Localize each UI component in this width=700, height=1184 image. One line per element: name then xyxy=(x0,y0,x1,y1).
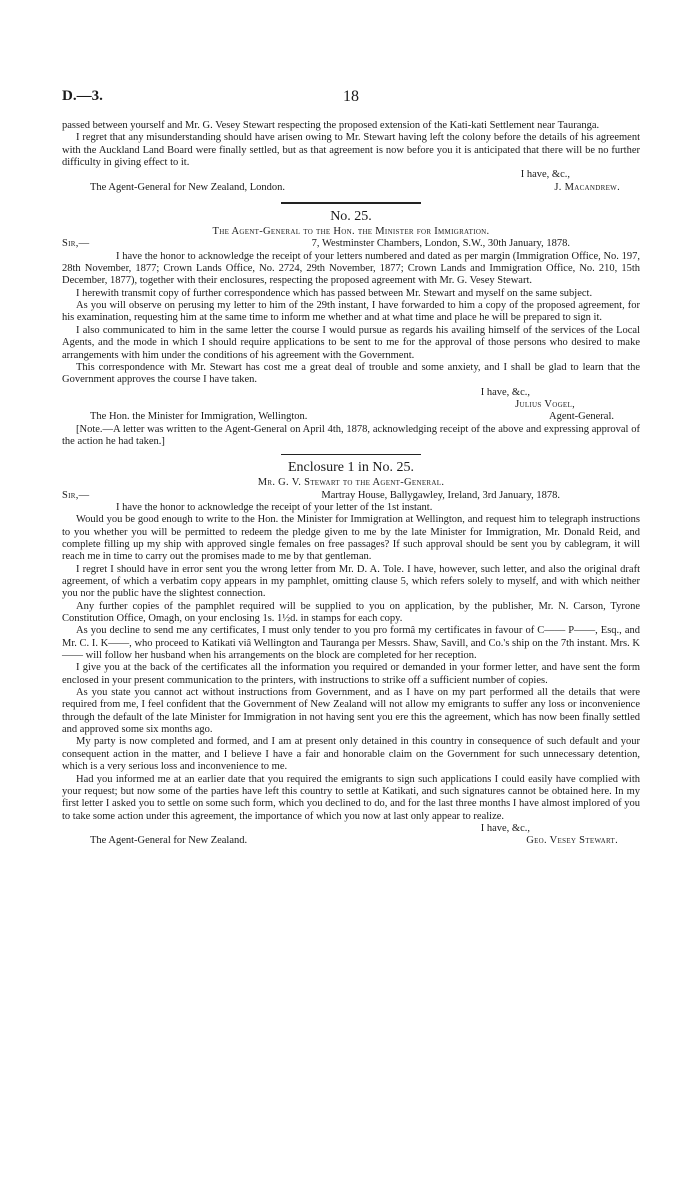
letter-heading: The Agent-General to the Hon. the Minister for Immigration. xyxy=(212,226,490,238)
signature: Julius Vogel, xyxy=(515,398,575,410)
signature: Geo. Vesey Stewart. xyxy=(526,835,618,847)
page-header xyxy=(62,88,640,108)
letter-heading: Mr. G. V. Stewart to the Agent-General. xyxy=(257,477,445,489)
sender-address: Martray House, Ballygawley, Ireland, 3rd January, 1878. xyxy=(321,489,560,501)
addressee: The Agent-General for New Zealand. xyxy=(90,835,248,847)
letter-number: No. 25. xyxy=(330,209,372,225)
enclosure-title: Enclosure 1 in No. 25. xyxy=(288,460,414,476)
paragraph: I give you at the back of the certificates all the information you required or demanded in your former letter, and have sent the form enclosed in your present communication to the printers, with instructions to strike off a sufficient number of copies. xyxy=(62,662,640,686)
signature-row xyxy=(62,182,640,194)
page-number: 18 xyxy=(343,88,359,105)
document-body xyxy=(62,120,640,848)
paragraph: I have the honor to acknowledge the receipt of your letter of the 1st instant. xyxy=(116,501,433,513)
closing: I have, &c., xyxy=(520,169,570,181)
signature-row xyxy=(62,411,640,423)
addressee: The Hon. the Minister for Immigration, Wellington. xyxy=(90,411,308,423)
section-divider xyxy=(281,454,421,455)
salutation: Sir,— xyxy=(62,489,90,501)
signature: J. Macandrew. xyxy=(554,181,620,193)
salutation-row xyxy=(62,490,640,502)
paragraph: As you will observe on perusing my letter to him of the 29th instant, I have forwarded to him a copy of the proposed agreement, for his examination, requesting him at the same time to inform me whether and at what time and place he will be prepared to sign it. xyxy=(62,300,640,324)
salutation-row xyxy=(62,238,640,250)
paragraph: I regret that any misunderstanding should have arisen owing to Mr. Stewart having left the colony before the details of his agreement with the Auckland Land Board were finally settled, but as that agreement is now before you it is anticipated that there will be no further difficulty in giving effect to it. xyxy=(62,132,640,169)
paragraph: Any further copies of the pamphlet required will be supplied to you on application, by the publisher, Mr. N. Carson, Tyrone Constitution Office, Omagh, on your enclosing 1s. 1½d. in stamps for each copy. xyxy=(62,600,640,625)
paragraph: Would you be good enough to write to the Hon. the Minister for Immigration at Wellington, and request him to telegraph instructions to you whether you will be permitted to redeem the pledge given to me by the late Minister for Immigration, Mr. Donald Reid, and complete filling up my ship with approved single females on free passages? If such approval should be sent you by cablegram, it will reach me in time to carry out the promises made to me by that gentleman. xyxy=(62,514,640,563)
paragraph: This correspondence with Mr. Stewart has cost me a great deal of trouble and some anxiety, and I shall be glad to learn that the Government approves the course I have taken. xyxy=(62,361,640,386)
paragraph: As you state you cannot act without instructions from Government, and as I have on my part performed all the details that were required from me, I feel confident that the Government of New Zealand will not allow my emigrants to suffer any loss or inconvenience through the default of the late Minister for Immigration in not having sent you ere this the agreement, which has now been finally settled and approved some six months ago. xyxy=(62,687,640,736)
paragraph: As you decline to send me any certificates, I must only tender to you pro formâ my certificates in favour of C—— P——, Esq., and Mr. C. I. K——, who proceed to Katikati viâ Wellington and Tauranga per Messrs. Shaw, Savill, and Co.'s ship on the 7th instant. Mrs. K—— will follow her husband when his arrangements on the block are completed for her reception. xyxy=(62,625,640,662)
signature-title: Agent-General. xyxy=(548,411,614,423)
paragraph: I also communicated to him in the same letter the course I would pursue as regards his availing himself of the services of the Local Agents, and the mode in which I should require applications to be sent to me for the approval of those persons who desired to make arrangements with him under the conditions of his agreement with the Government. xyxy=(62,324,640,361)
signature-row xyxy=(62,835,640,847)
paragraph: My party is now completed and formed, and I am at present only detained in this country in consequence of such default and your consequent action in the matter, and I believe I have a fair and honorable claim on the Government for such unnecessary detention, which is a very serious loss and inconvenience to me. xyxy=(62,736,640,773)
paragraph: Had you informed me at an earlier date that you required the emigrants to sign such applications I could easily have complied with your request; but now some of the parties have left this country to settle at Katikati, and such signatures cannot be obtained here. In my first letter I asked you to settle on some such form, which you declined to do, and for the last three months I have almost implored of you to take some action under this agreement, the importance of which you now at last only appear to realize. xyxy=(62,773,640,822)
salutation: Sir,— xyxy=(62,238,90,250)
paragraph: I herewith transmit copy of further correspondence which has passed between Mr. Stewart and myself on the same subject. xyxy=(76,287,593,299)
addressee: The Agent-General for New Zealand, London. xyxy=(90,181,286,193)
editorial-note: [Note.—A letter was written to the Agent-General on April 4th, 1878, acknowledging receipt of the above and expressing approval of the action he had taken.] xyxy=(62,423,640,447)
paragraph: I regret I should have in error sent you the wrong letter from Mr. D. A. Tole. I have, however, such letter, and also the original draft agreement, of which a verbatim copy appears in my pamphlet, omitting clause 5, which refers solely to myself, and with which neither you nor the public have the slightest connection. xyxy=(62,563,640,600)
section-divider xyxy=(281,202,421,204)
sender-address: 7, Westminster Chambers, London, S.W., 30th January, 1878. xyxy=(311,238,570,250)
continued-paragraph: passed between yourself and Mr. G. Vesey Stewart respecting the proposed extension of the Kati-kati Settlement near Tauranga. xyxy=(62,120,600,131)
paragraph: I have the honor to acknowledge the receipt of your letters numbered and dated as per margin (Immigration Office, No. 197, 28th November, 1877; Crown Lands Office, No. 2724, 29th November, 1877; Crown Lands and Immigration Office, No. 210, 15th December, 1877), together with their enclosures, respecting the proposed agreement with Mr. G. Vesey Stewart. xyxy=(62,250,640,287)
closing: I have, &c., xyxy=(480,386,530,398)
document-code: D.—3. xyxy=(62,88,103,104)
closing: I have, &c., xyxy=(480,822,530,834)
